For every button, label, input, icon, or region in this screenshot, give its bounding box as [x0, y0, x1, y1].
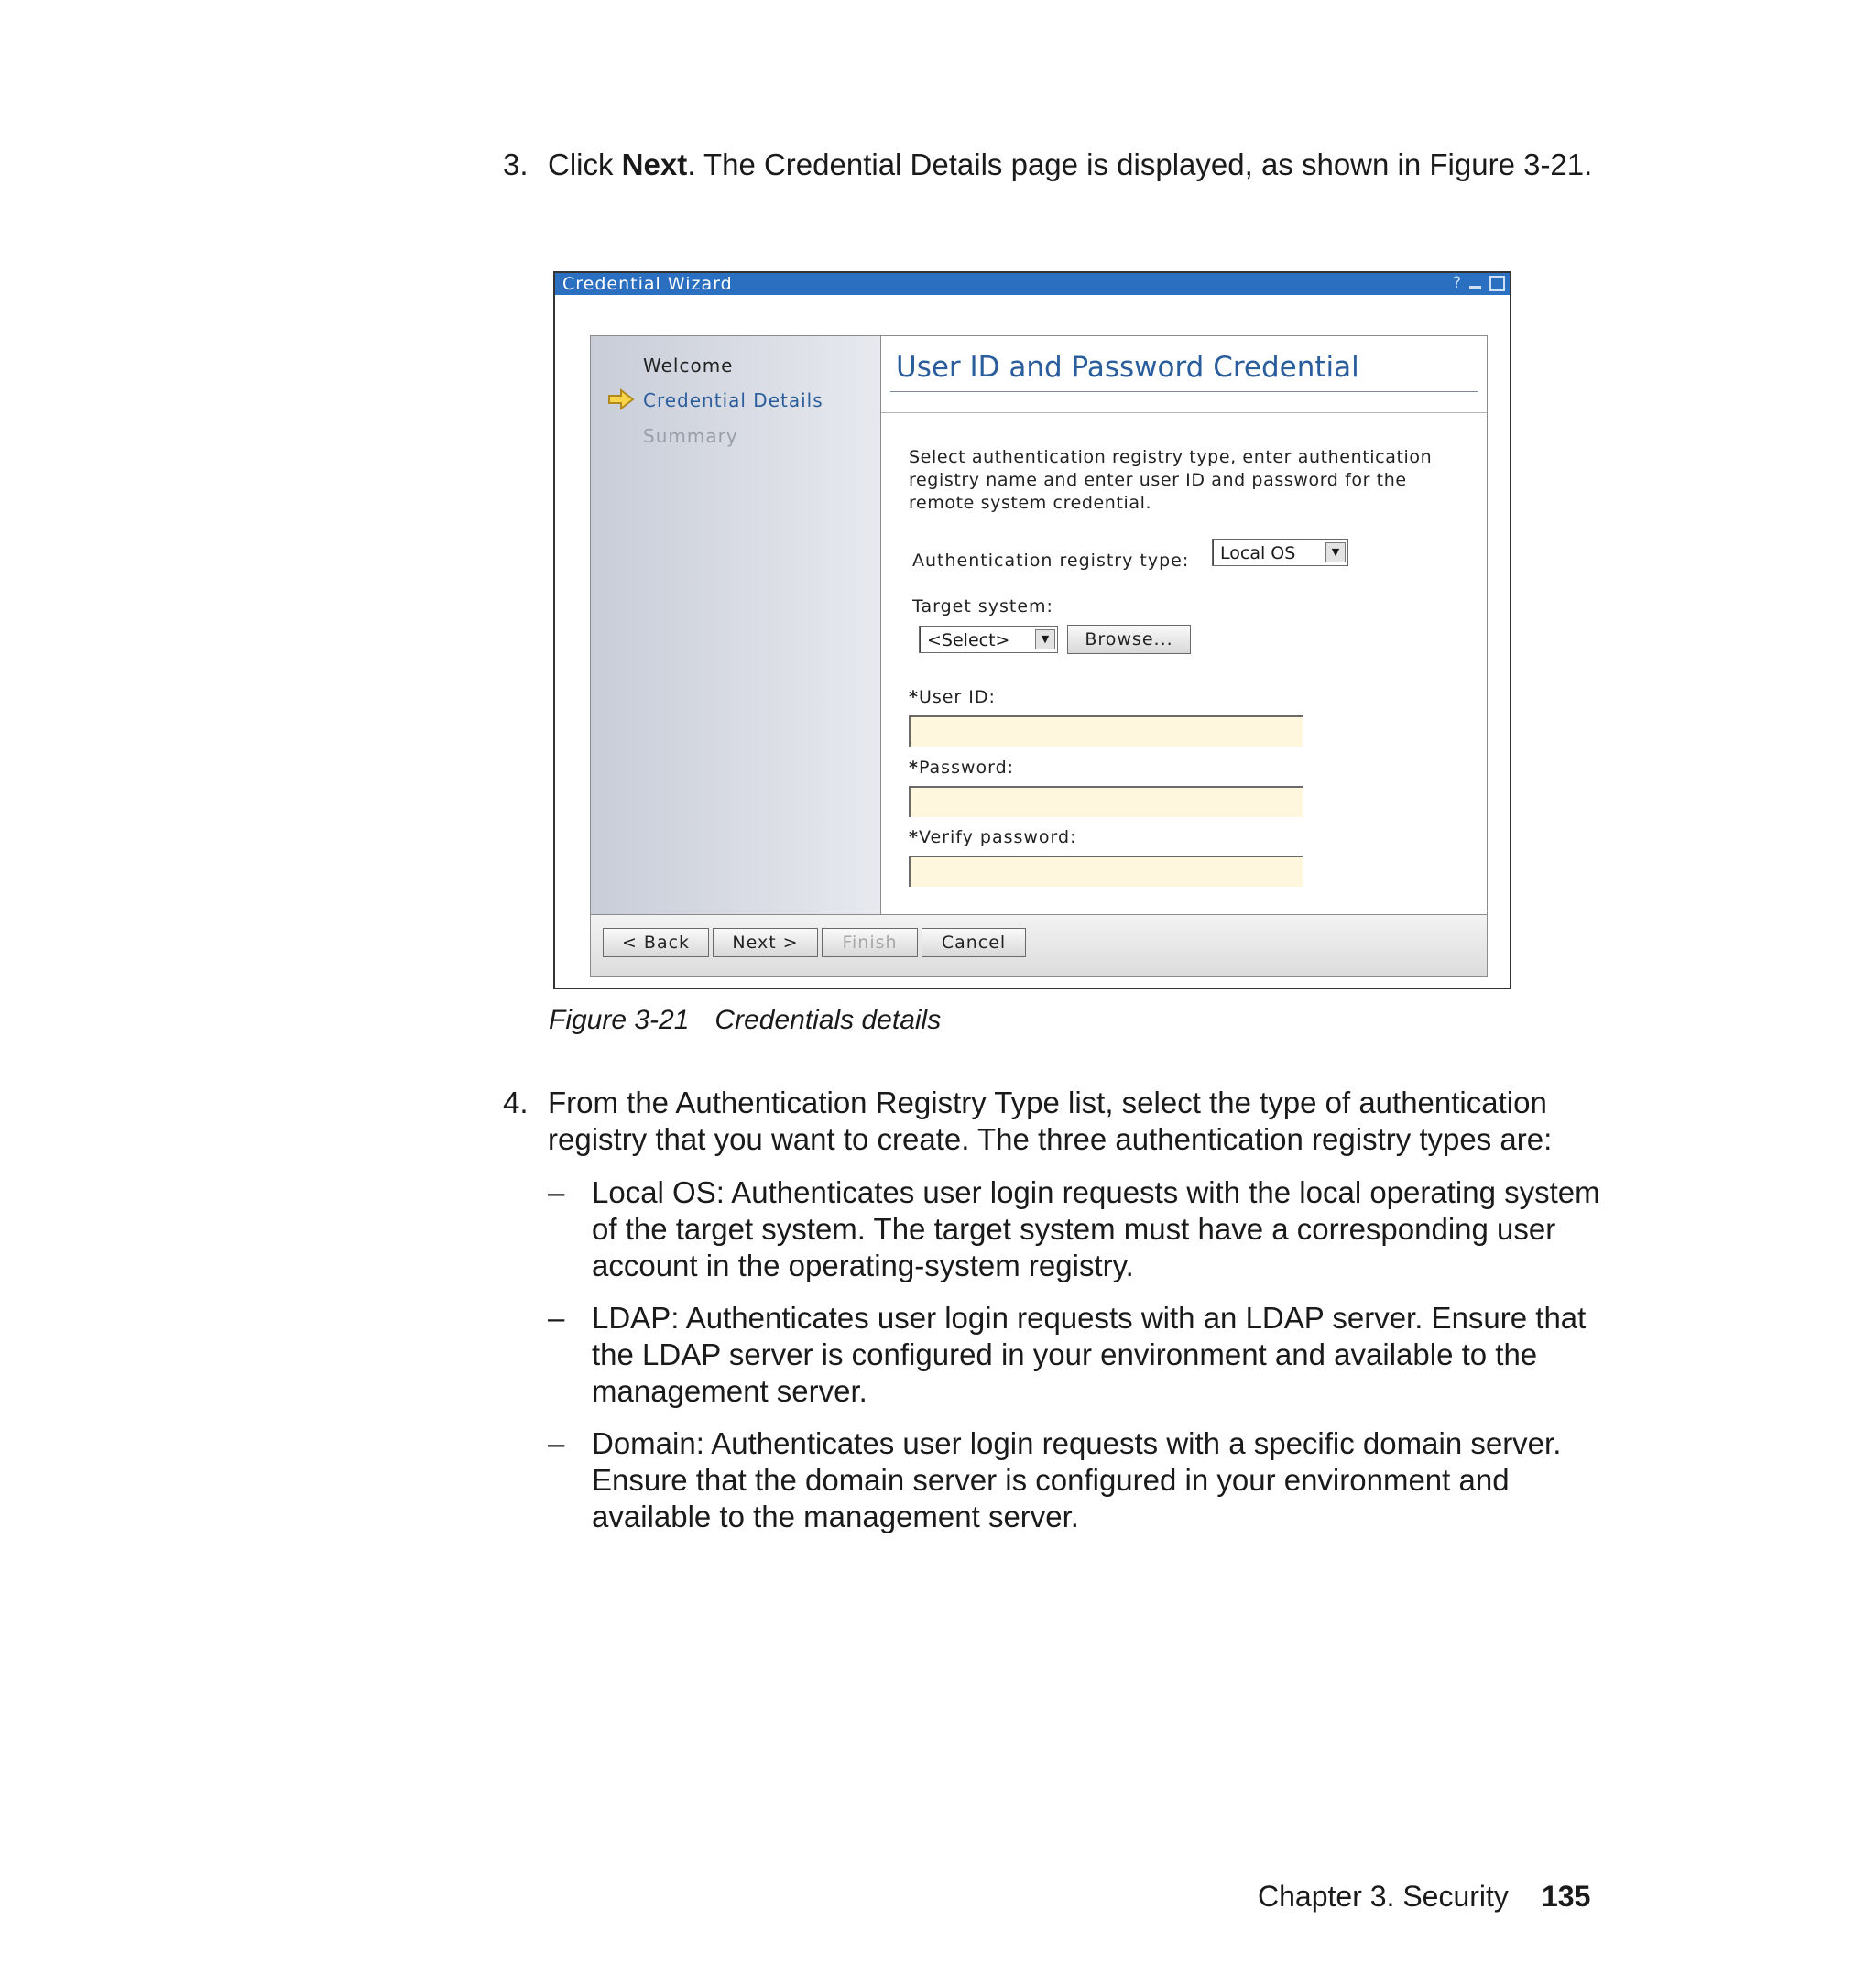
- minimize-icon[interactable]: [1469, 275, 1486, 291]
- user-id-input[interactable]: [909, 715, 1303, 747]
- wizard-content: [881, 336, 1487, 914]
- bullet-dash: –: [548, 1301, 565, 1335]
- bullet-dash: –: [548, 1426, 565, 1460]
- figure-caption: [549, 1005, 941, 1036]
- finish-button: Finish: [822, 928, 918, 957]
- chevron-down-icon: ▼: [1325, 542, 1346, 562]
- target-system-label: Target system:: [912, 596, 1053, 617]
- browse-button[interactable]: Browse...: [1067, 625, 1191, 654]
- password-label-text: Password:: [918, 758, 1015, 778]
- nav-item-credential-details[interactable]: Credential Details: [643, 389, 823, 411]
- required-asterisk: *: [909, 758, 919, 778]
- step-text-start: Click: [548, 147, 622, 181]
- step-number: 4.: [503, 1086, 529, 1119]
- step-number: 3.: [503, 147, 529, 181]
- footer-chapter: Chapter 3. Security: [1258, 1880, 1509, 1913]
- step-text-end: . The Credential Details page is displayed, as shown in Figure 3-21.: [687, 147, 1593, 181]
- target-system-select[interactable]: [919, 626, 1058, 653]
- bullet-text: Domain: Authenticates user login requests with a specific domain server. Ensure that the domain server is configured in your environment and available to the management server.: [592, 1426, 1562, 1533]
- back-button[interactable]: < Back: [603, 928, 709, 957]
- user-id-label: [909, 687, 996, 707]
- next-button[interactable]: Next >: [713, 928, 818, 957]
- wizard-button-bar: [591, 914, 1487, 976]
- password-label: [909, 758, 1014, 778]
- page-number: 135: [1542, 1880, 1591, 1913]
- verify-password-label: [909, 827, 1076, 847]
- user-id-label-text: User ID:: [918, 687, 996, 707]
- registry-type-label: Authentication registry type:: [912, 551, 1190, 571]
- target-system-value: <Select>: [927, 630, 1010, 650]
- wizard-frame: [590, 335, 1488, 977]
- nav-item-summary: Summary: [643, 425, 738, 447]
- wizard-nav: [591, 336, 881, 914]
- nav-item-welcome[interactable]: Welcome: [643, 355, 734, 376]
- title-divider: [890, 391, 1478, 392]
- password-input[interactable]: [909, 786, 1303, 817]
- bullet-text: LDAP: Authenticates user login requests with an LDAP server. Ensure that the LDAP server is configured in your environment and available to the management server.: [592, 1301, 1587, 1408]
- bullet-dash: –: [548, 1175, 565, 1209]
- credential-wizard-window: [553, 271, 1511, 989]
- header-divider: [881, 412, 1487, 413]
- required-asterisk: *: [909, 687, 919, 707]
- registry-type-value: Local OS: [1220, 543, 1296, 563]
- intro-text: Select authentication registry type, enter authentication registry name and enter user ID and password for the remote system credential.: [909, 447, 1433, 513]
- required-asterisk: *: [909, 827, 919, 847]
- step-bold-next: Next: [621, 147, 688, 181]
- current-step-arrow-icon: [607, 387, 635, 411]
- verify-password-label-text: Verify password:: [918, 827, 1077, 847]
- window-titlebar: [555, 273, 1510, 295]
- bullet-text: Local OS: Authenticates user login requests with the local operating system of the target system. The target system must have a corresponding user account in the operating-system registry.: [592, 1175, 1600, 1282]
- window-title: Credential Wizard: [562, 274, 733, 294]
- chevron-down-icon: ▼: [1035, 629, 1055, 649]
- maximize-icon[interactable]: [1489, 275, 1506, 291]
- figure-label: Figure 3-21: [549, 1005, 690, 1035]
- content-title: User ID and Password Credential: [896, 351, 1359, 384]
- step-text: [548, 147, 1610, 183]
- registry-type-select[interactable]: [1212, 539, 1348, 566]
- figure-title: Credentials details: [714, 1005, 942, 1035]
- verify-password-input[interactable]: [909, 856, 1303, 887]
- help-icon[interactable]: ?: [1452, 274, 1463, 292]
- cancel-button[interactable]: Cancel: [922, 928, 1026, 957]
- step-text: From the Authentication Registry Type list, select the type of authentication registry that you want to create. The three authentication registry types are:: [548, 1086, 1553, 1156]
